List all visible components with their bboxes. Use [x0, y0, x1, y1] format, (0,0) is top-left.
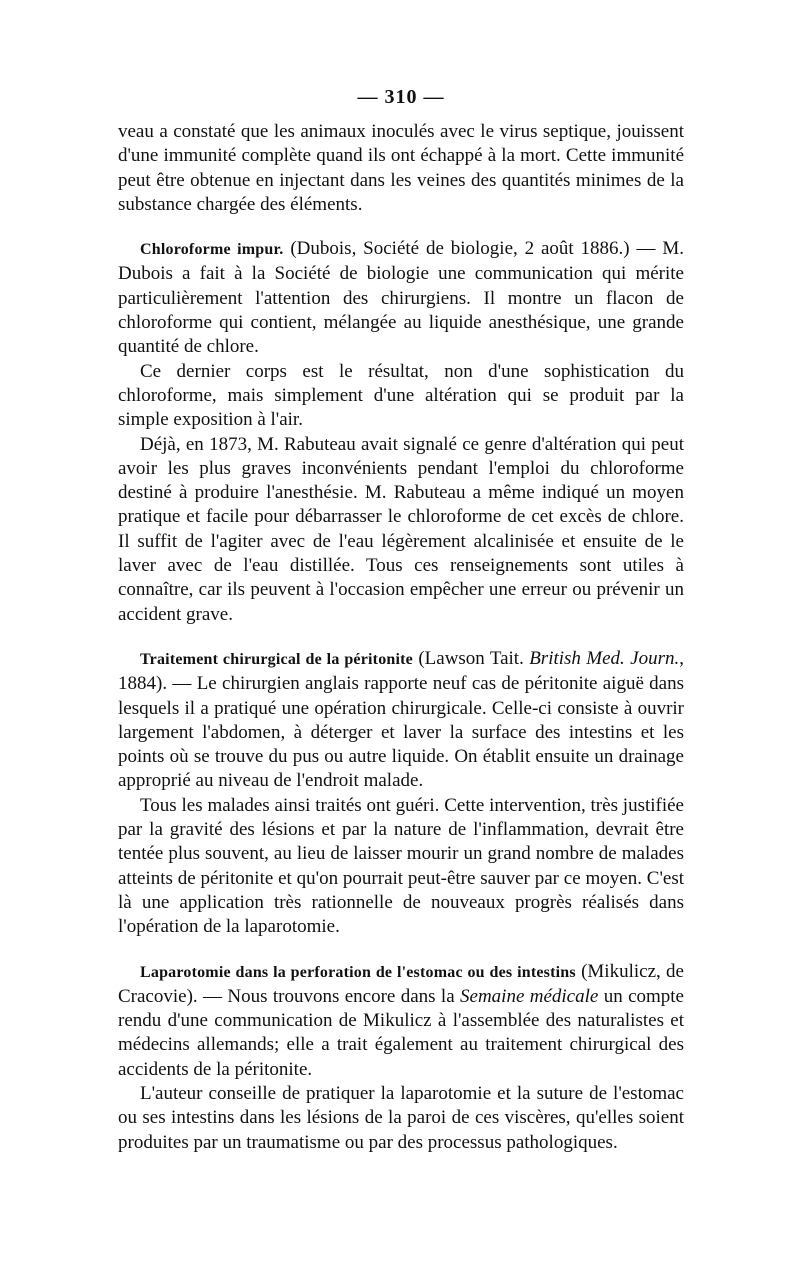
section-text: un compte rendu d'une communication de Mikulicz à l'assemblée des naturalistes et médecins allemands; elle a trait également au traitement chirurgical des accidents de la péritonite. — [118, 985, 684, 1080]
section-paragraph: Déjà, en 1873, M. Rabuteau avait signalé ce genre d'altération qui peut avoir les plus graves inconvénients pendant l'emploi du chloroforme destiné à produire l'anesthésie. M. Rabuteau a même indiqué un moyen pratique et facile pour débarrasser le chloroforme de cet excès de chlore. Il suffit de l'agiter avec de l'eau légèrement alcalinisée et ensuite de le laver avec de l'eau distillée. Tous ces renseignements sont utiles à connaître, car ils peuvent à l'occasion empêcher une erreur ou prévenir un accident grave. — [118, 433, 684, 625]
section-citation: (Lawson Tait. — [412, 647, 530, 669]
journal-title: Semaine médicale — [460, 985, 599, 1007]
page-number: — 310 — — [357, 86, 445, 108]
section-paragraph: L'auteur conseille de pratiquer la laparotomie et la suture de l'estomac ou ses intestins dans les lésions de la paroi de ces viscères, qu'elles soient produites par un traumatisme ou par des processus pathologiques. — [118, 1082, 684, 1153]
section-paragraph — [118, 237, 684, 359]
section-heading: Chloroforme impur. — [140, 241, 284, 259]
section-heading: Traitement chirurgical de la péritonite — [140, 650, 413, 668]
section-paragraph: Tous les malades ainsi traités ont guéri. Cette intervention, très justifiée par la gravité des lésions et par la nature de l'inflammation, devrait être tentée plus souvent, au lieu de laisser mourir un grand nombre de malades atteints de péritonite et qu'on pourrait peut-être sauver par ce moyen. C'est là une application très rationnelle de nouveaux progrès réalisés dans l'opération de la laparotomie. — [118, 794, 684, 938]
intro-paragraph: veau a constaté que les animaux inoculés avec le virus septique, jouissent d'une immunité complète quand ils ont échappé à la mort. Cette immunité peut être obtenue en injectant dans les veines des quantités minimes de la substance chargée des éléments. — [118, 121, 684, 215]
section-text: M. Dubois a fait à la Société de biologie une communication qui mérite particulièrement l'attention des chirurgiens. Il montre un flacon de chloroforme qui contient, mélangée au liquide anesthésique, une grande quantité de chlore. — [118, 238, 684, 358]
section-text: Nous trouvons encore dans la — [227, 985, 461, 1007]
section-paragraph — [118, 647, 684, 794]
section-heading: Laparotomie dans la perforation de l'estomac ou des intestins — [140, 963, 576, 981]
page — [118, 84, 684, 1155]
section-citation: , 1884). — — [118, 647, 684, 695]
section-chloroforme — [118, 237, 684, 627]
section-peritonite — [118, 647, 684, 940]
section-laparotomie — [118, 960, 684, 1155]
section-paragraph: Ce dernier corps est le résultat, non d'une sophistication du chloroforme, mais simplement d'une altération qui se produit par la simple exposition à l'air. — [118, 360, 684, 431]
section-paragraph — [118, 960, 684, 1082]
section-text: Le chirurgien anglais rapporte neuf cas de péritonite aiguë dans lesquels il a pratiqué une opération chirurgicale. Celle-ci consiste à ouvrir largement l'abdomen, à déterger et laver la surface des intestins et les points où se trouve du pus ou autre liquide. On établit ensuite un drainage approprié au niveau de l'endroit malade. — [118, 673, 684, 792]
section-citation: (Dubois, Société de biologie, 2 août 1886.) — — [283, 238, 663, 260]
section-citation: (Mikulicz, de Cracovie). — — [118, 960, 684, 1007]
journal-title: British Med. Journ. — [529, 647, 680, 669]
